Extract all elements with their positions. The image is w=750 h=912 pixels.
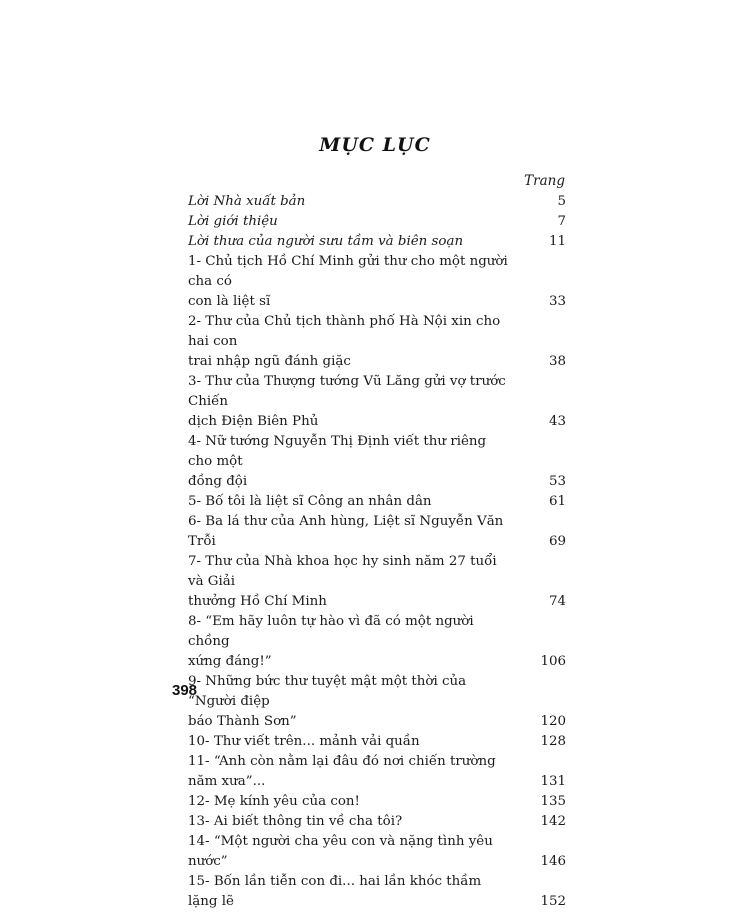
toc-entry-page: 128 <box>540 734 566 749</box>
toc-entry-page: 53 <box>548 474 566 489</box>
toc-entry-page: 7 <box>557 214 566 229</box>
toc-entry <box>188 612 566 672</box>
toc-entry <box>188 232 566 252</box>
toc-entry-title: 5- Bố tôi là liệt sĩ Công an nhân dân <box>188 494 432 509</box>
toc-entry <box>188 372 566 432</box>
toc-entry-title: 2- Thư của Chủ tịch thành phố Hà Nội xin cho hai con trai nhập ngũ đánh giặc <box>188 314 501 369</box>
toc-entry-page: 5 <box>557 194 566 209</box>
toc-entry-title: 1- Chủ tịch Hồ Chí Minh gửi thư cho một người cha có con là liệt sĩ <box>188 254 508 309</box>
toc-entry-title: 3- Thư của Thượng tướng Vũ Lăng gửi vợ trước Chiến dịch Điện Biên Phủ <box>188 374 506 429</box>
toc-entry <box>188 432 566 492</box>
toc-entry-page: 142 <box>540 814 566 829</box>
toc-entry-page: 106 <box>540 654 566 669</box>
toc-entry-title: Lời Nhà xuất bản <box>188 194 306 209</box>
toc-entry-title: 8- “Em hãy luôn tự hào vì đã có một người chồng xứng đáng!” <box>188 614 474 669</box>
toc-entry-page: 74 <box>548 594 566 609</box>
toc-entry-title: 10- Thư viết trên... mảnh vải quần <box>188 734 420 749</box>
toc-entry-title: 11- “Anh còn nằm lại đâu đó nơi chiến trường năm xưa”... <box>188 754 496 789</box>
toc-entry-page: 61 <box>548 494 566 509</box>
toc-entry-title: 13- Ai biết thông tin về cha tôi? <box>188 814 403 829</box>
toc-entry <box>188 552 566 612</box>
toc-entry-title: Lời giới thiệu <box>188 214 278 229</box>
toc-entry-title: 9- Những bức thư tuyệt mật một thời của “Người điệp báo Thành Sơn” <box>188 674 467 729</box>
toc-entry-title: 14- “Một người cha yêu con và nặng tình yêu nước” <box>188 834 493 869</box>
toc-entry <box>188 192 566 212</box>
toc-entry <box>188 752 566 792</box>
toc-entry-page: 11 <box>548 234 566 249</box>
toc-entry <box>188 812 566 832</box>
toc-entry <box>188 732 566 752</box>
page-title: MỤC LỤC <box>319 134 431 156</box>
toc-entry <box>188 512 566 552</box>
toc-entry-page: 69 <box>548 534 566 549</box>
toc-entry-page: 131 <box>540 774 566 789</box>
toc-entry-page: 33 <box>548 294 566 309</box>
toc-entry <box>188 212 566 232</box>
toc-entry <box>188 492 566 512</box>
toc-entry-title: 12- Mẹ kính yêu của con! <box>188 794 360 809</box>
table-of-contents <box>188 192 566 912</box>
toc-entry-title: 15- Bốn lần tiễn con đi... hai lần khóc thầm lặng lẽ <box>188 874 482 909</box>
toc-entry-title: 6- Ba lá thư của Anh hùng, Liệt sĩ Nguyễn Văn Trỗi <box>188 514 504 549</box>
toc-entry-page: 43 <box>548 414 566 429</box>
toc-entry-page: 38 <box>548 354 566 369</box>
toc-entry-title: 4- Nữ tướng Nguyễn Thị Định viết thư riêng cho một đồng đội <box>188 434 487 489</box>
toc-entry-page: 120 <box>540 714 566 729</box>
toc-entry-title: Lời thưa của người sưu tầm và biên soạn <box>188 234 464 249</box>
toc-entry <box>188 252 566 312</box>
toc-entry <box>188 872 566 912</box>
toc-entry <box>188 832 566 872</box>
toc-entry <box>188 672 566 732</box>
toc-entry-page: 152 <box>540 894 566 909</box>
page-column-header: Trang <box>524 173 565 189</box>
toc-entry-page: 135 <box>540 794 566 809</box>
toc-entry-title: 7- Thư của Nhà khoa học hy sinh năm 27 tuổi và Giải thưởng Hồ Chí Minh <box>188 554 497 609</box>
page-number: 398 <box>172 682 198 699</box>
toc-entry-page: 146 <box>540 854 566 869</box>
toc-entry <box>188 792 566 812</box>
toc-entry <box>188 312 566 372</box>
